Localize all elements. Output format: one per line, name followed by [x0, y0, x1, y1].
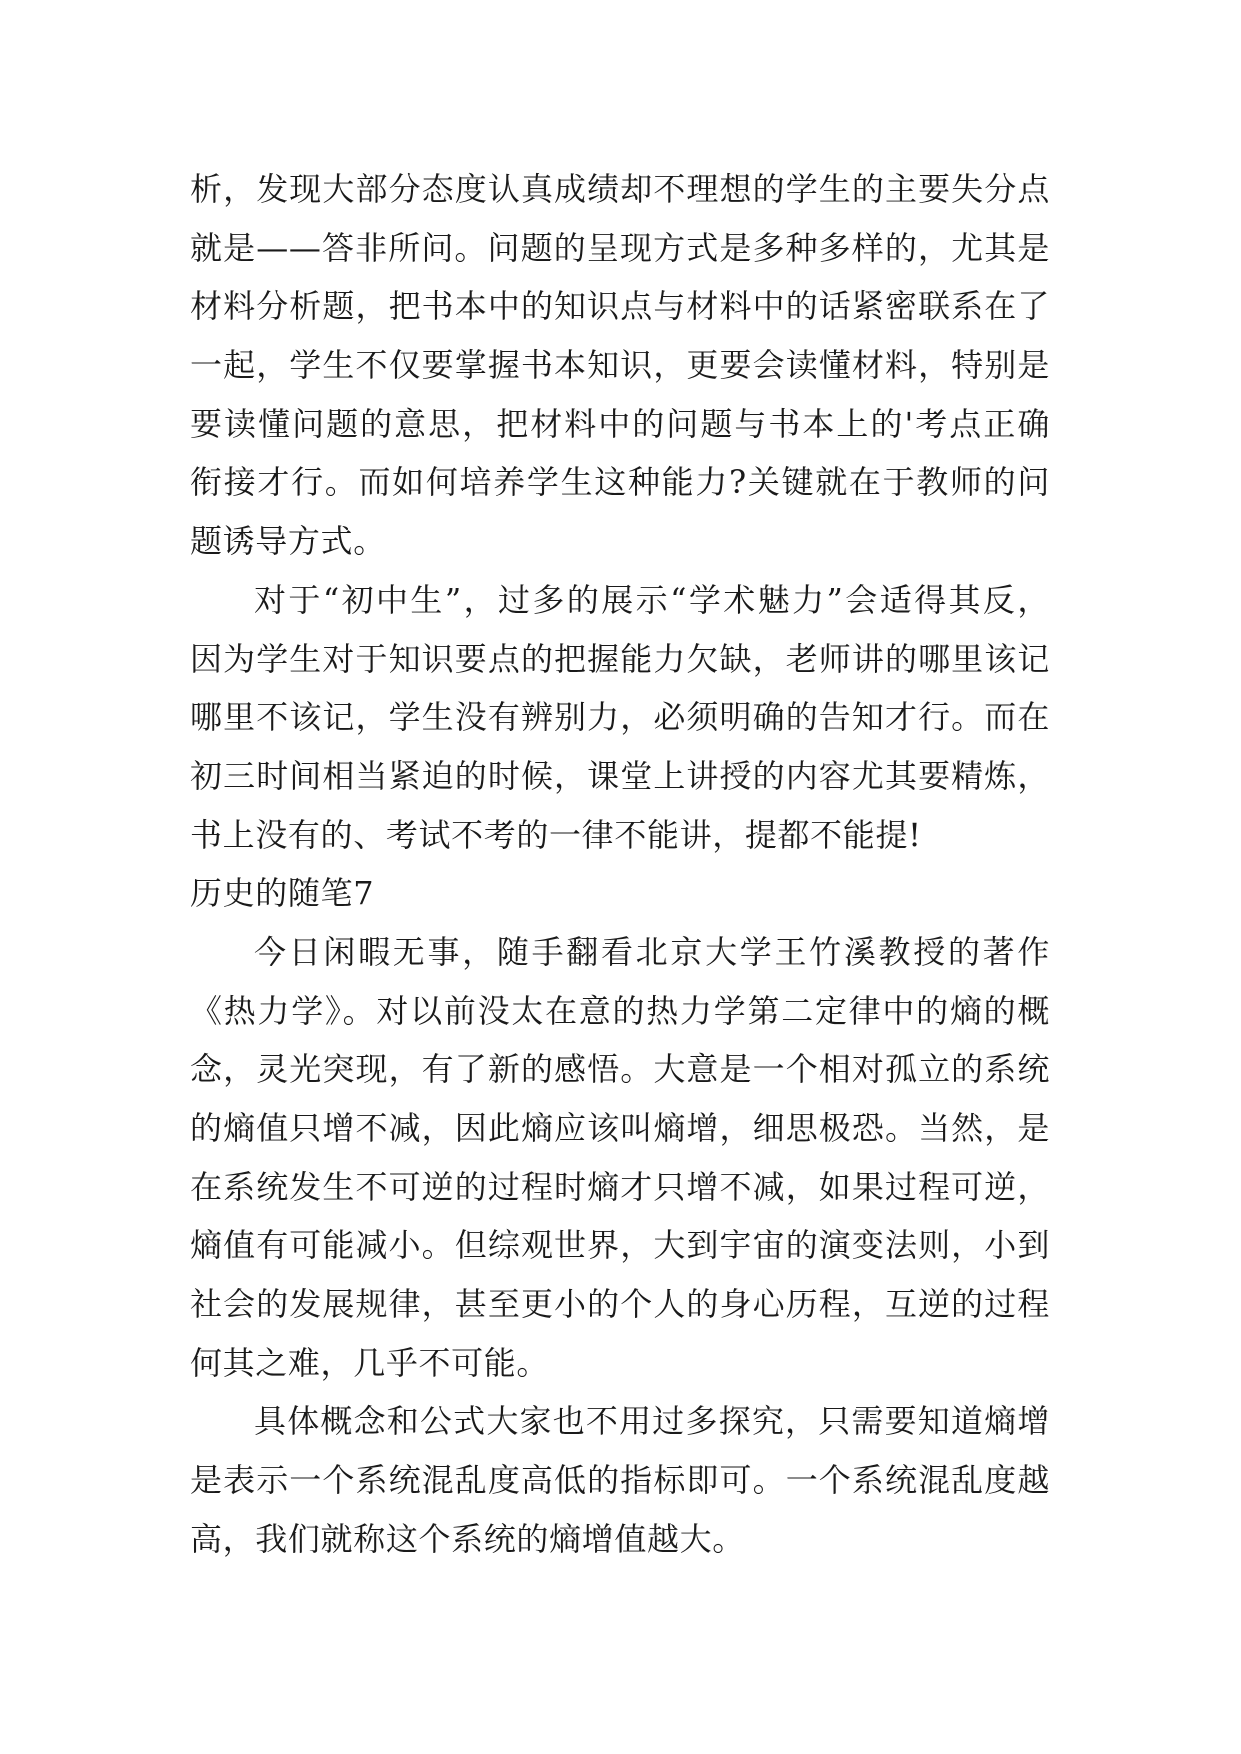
text-line: 的熵值只增不减，因此熵应该叫熵增，细思极恐。当然，是	[190, 1109, 1050, 1147]
text-line: 是表示一个系统混乱度高低的指标即可。一个系统混乱度越	[190, 1461, 1050, 1500]
section-heading: 历史的随笔7	[190, 874, 375, 913]
text-line: 要读懂问题的意思，把材料中的问题与书本上的'考点正确	[190, 404, 1050, 443]
text-line: 因为学生对于知识要点的把握能力欠缺，老师讲的哪里该记	[190, 639, 1050, 678]
text-line: 一起，学生不仅要掌握书本知识，更要会读懂材料，特别是	[190, 346, 1050, 385]
text-line: 念，灵光突现，有了新的感悟。大意是一个相对孤立的系统	[190, 1050, 1050, 1089]
text-line: 初三时间相当紧迫的时候，课堂上讲授的内容尤其要精炼，	[190, 756, 1050, 795]
paragraph-first-line: 对于“初中生”，过多的展示“学术魅力”会适得其反，	[254, 580, 1050, 619]
document-body	[190, 160, 1050, 1569]
text-line: 社会的发展规律，甚至更小的个人的身心历程，互逆的过程	[190, 1285, 1050, 1324]
text-line: 哪里不该记，学生没有辨别力，必须明确的告知才行。而在	[190, 698, 1050, 737]
text-line: 析，发现大部分态度认真成绩却不理想的学生的主要失分点	[190, 170, 1050, 208]
text-line: 就是——答非所问。问题的呈现方式是多种多样的，尤其是	[190, 228, 1050, 267]
paragraph-first-line: 具体概念和公式大家也不用过多探究，只需要知道熵增	[254, 1402, 1050, 1441]
text-line: 衔接才行。而如何培养学生这种能力?关键就在于教师的问	[190, 463, 1050, 502]
text-line: 在系统发生不可逆的过程时熵才只增不减，如果过程可逆，	[190, 1167, 1050, 1206]
text-line: 熵值有可能减小。但综观世界，大到宇宙的演变法则，小到	[190, 1226, 1050, 1265]
text-line: 材料分析题，把书本中的知识点与材料中的话紧密联系在了	[190, 287, 1050, 326]
text-line: 高，我们就称这个系统的熵增值越大。	[190, 1519, 745, 1558]
text-line: 《热力学》。对以前没太在意的热力学第二定律中的熵的概	[190, 991, 1050, 1030]
text-line: 题诱导方式。	[190, 522, 386, 561]
text-line: 书上没有的、考试不考的一律不能讲，提都不能提!	[190, 815, 922, 854]
text-line: 何其之难，几乎不可能。	[190, 1343, 550, 1382]
paragraph-first-line: 今日闲暇无事，随手翻看北京大学王竹溪教授的著作	[254, 932, 1050, 971]
